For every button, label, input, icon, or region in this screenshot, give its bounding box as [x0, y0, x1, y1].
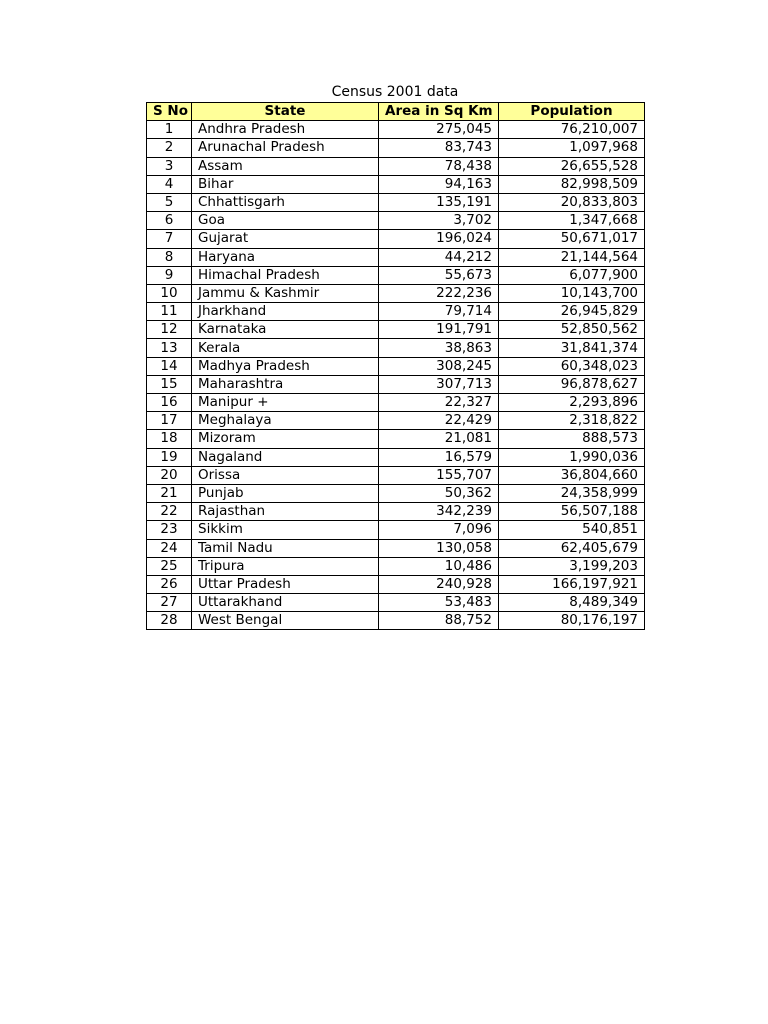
row-state-cell: Orissa — [192, 466, 379, 484]
row-sno-cell: 5 — [147, 193, 192, 211]
table-row — [147, 193, 645, 211]
row-area-cell: 191,791 — [379, 321, 499, 339]
row-population-cell: 8,489,349 — [499, 594, 645, 612]
row-state-cell: West Bengal — [192, 612, 379, 630]
table-row — [147, 375, 645, 393]
row-sno-cell: 20 — [147, 466, 192, 484]
row-sno-cell: 28 — [147, 612, 192, 630]
table-row — [147, 266, 645, 284]
row-area-cell: 38,863 — [379, 339, 499, 357]
row-area-cell: 94,163 — [379, 175, 499, 193]
row-sno-cell: 17 — [147, 412, 192, 430]
table-row — [147, 321, 645, 339]
table-row — [147, 175, 645, 193]
row-population-cell: 21,144,564 — [499, 248, 645, 266]
table-row — [147, 521, 645, 539]
row-population-cell: 540,851 — [499, 521, 645, 539]
row-state-cell: Bihar — [192, 175, 379, 193]
table-row — [147, 157, 645, 175]
row-population-cell: 31,841,374 — [499, 339, 645, 357]
row-population-cell: 20,833,803 — [499, 193, 645, 211]
row-sno-cell: 14 — [147, 357, 192, 375]
row-population-cell: 52,850,562 — [499, 321, 645, 339]
table-header — [147, 103, 645, 121]
table-row — [147, 357, 645, 375]
header-row — [147, 103, 645, 121]
table-row — [147, 575, 645, 593]
table-row — [147, 303, 645, 321]
row-state-cell: Uttar Pradesh — [192, 575, 379, 593]
row-area-cell: 7,096 — [379, 521, 499, 539]
row-state-cell: Tamil Nadu — [192, 539, 379, 557]
table-row — [147, 121, 645, 139]
row-state-cell: Kerala — [192, 339, 379, 357]
table-row — [147, 248, 645, 266]
row-population-cell: 166,197,921 — [499, 575, 645, 593]
table-row — [147, 339, 645, 357]
row-state-cell: Nagaland — [192, 448, 379, 466]
row-sno-cell: 26 — [147, 575, 192, 593]
row-sno-cell: 21 — [147, 484, 192, 502]
row-population-cell: 62,405,679 — [499, 539, 645, 557]
row-sno-cell: 15 — [147, 375, 192, 393]
header-area: Area in Sq Km — [379, 103, 499, 121]
row-area-cell: 342,239 — [379, 503, 499, 521]
table-row — [147, 612, 645, 630]
row-state-cell: Arunachal Pradesh — [192, 139, 379, 157]
table-row — [147, 484, 645, 502]
row-area-cell: 55,673 — [379, 266, 499, 284]
row-sno-cell: 11 — [147, 303, 192, 321]
table-row — [147, 503, 645, 521]
row-population-cell: 1,347,668 — [499, 212, 645, 230]
row-state-cell: Rajasthan — [192, 503, 379, 521]
row-population-cell: 2,318,822 — [499, 412, 645, 430]
row-sno-cell: 9 — [147, 266, 192, 284]
row-area-cell: 53,483 — [379, 594, 499, 612]
row-population-cell: 56,507,188 — [499, 503, 645, 521]
row-state-cell: Goa — [192, 212, 379, 230]
row-sno-cell: 27 — [147, 594, 192, 612]
row-state-cell: Jharkhand — [192, 303, 379, 321]
table-row — [147, 412, 645, 430]
row-state-cell: Himachal Pradesh — [192, 266, 379, 284]
row-state-cell: Meghalaya — [192, 412, 379, 430]
table-row — [147, 430, 645, 448]
row-area-cell: 135,191 — [379, 193, 499, 211]
row-state-cell: Sikkim — [192, 521, 379, 539]
row-state-cell: Gujarat — [192, 230, 379, 248]
row-area-cell: 3,702 — [379, 212, 499, 230]
header-state: State — [192, 103, 379, 121]
row-sno-cell: 3 — [147, 157, 192, 175]
row-sno-cell: 7 — [147, 230, 192, 248]
row-population-cell: 82,998,509 — [499, 175, 645, 193]
row-population-cell: 60,348,023 — [499, 357, 645, 375]
header-sno: S No — [147, 103, 192, 121]
row-area-cell: 79,714 — [379, 303, 499, 321]
row-population-cell: 2,293,896 — [499, 394, 645, 412]
row-sno-cell: 13 — [147, 339, 192, 357]
row-area-cell: 222,236 — [379, 284, 499, 302]
row-population-cell: 1,990,036 — [499, 448, 645, 466]
row-state-cell: Madhya Pradesh — [192, 357, 379, 375]
table-row — [147, 539, 645, 557]
row-area-cell: 44,212 — [379, 248, 499, 266]
table-row — [147, 230, 645, 248]
row-population-cell: 1,097,968 — [499, 139, 645, 157]
table-row — [147, 394, 645, 412]
row-population-cell: 10,143,700 — [499, 284, 645, 302]
row-area-cell: 78,438 — [379, 157, 499, 175]
row-state-cell: Haryana — [192, 248, 379, 266]
row-sno-cell: 2 — [147, 139, 192, 157]
row-population-cell: 6,077,900 — [499, 266, 645, 284]
row-sno-cell: 10 — [147, 284, 192, 302]
row-population-cell: 26,945,829 — [499, 303, 645, 321]
row-state-cell: Karnataka — [192, 321, 379, 339]
row-area-cell: 16,579 — [379, 448, 499, 466]
row-population-cell: 96,878,627 — [499, 375, 645, 393]
row-area-cell: 22,327 — [379, 394, 499, 412]
row-sno-cell: 6 — [147, 212, 192, 230]
row-area-cell: 10,486 — [379, 557, 499, 575]
row-population-cell: 3,199,203 — [499, 557, 645, 575]
row-area-cell: 22,429 — [379, 412, 499, 430]
row-area-cell: 240,928 — [379, 575, 499, 593]
header-population: Population — [499, 103, 645, 121]
row-population-cell: 50,671,017 — [499, 230, 645, 248]
census-table — [146, 102, 645, 630]
table-row — [147, 139, 645, 157]
row-population-cell: 26,655,528 — [499, 157, 645, 175]
row-state-cell: Maharashtra — [192, 375, 379, 393]
row-population-cell: 76,210,007 — [499, 121, 645, 139]
row-area-cell: 88,752 — [379, 612, 499, 630]
row-sno-cell: 22 — [147, 503, 192, 521]
table-row — [147, 557, 645, 575]
row-sno-cell: 4 — [147, 175, 192, 193]
row-sno-cell: 16 — [147, 394, 192, 412]
table-title: Census 2001 data — [331, 84, 459, 100]
row-sno-cell: 24 — [147, 539, 192, 557]
row-population-cell: 888,573 — [499, 430, 645, 448]
table-row — [147, 212, 645, 230]
row-state-cell: Punjab — [192, 484, 379, 502]
row-population-cell: 80,176,197 — [499, 612, 645, 630]
row-state-cell: Uttarakhand — [192, 594, 379, 612]
row-sno-cell: 25 — [147, 557, 192, 575]
row-area-cell: 83,743 — [379, 139, 499, 157]
row-sno-cell: 8 — [147, 248, 192, 266]
row-state-cell: Assam — [192, 157, 379, 175]
row-population-cell: 36,804,660 — [499, 466, 645, 484]
table-row — [147, 284, 645, 302]
row-sno-cell: 12 — [147, 321, 192, 339]
row-state-cell: Mizoram — [192, 430, 379, 448]
row-state-cell: Andhra Pradesh — [192, 121, 379, 139]
table-body — [147, 121, 645, 630]
row-area-cell: 307,713 — [379, 375, 499, 393]
table-row — [147, 466, 645, 484]
row-sno-cell: 19 — [147, 448, 192, 466]
row-population-cell: 24,358,999 — [499, 484, 645, 502]
row-sno-cell: 18 — [147, 430, 192, 448]
row-area-cell: 308,245 — [379, 357, 499, 375]
row-area-cell: 275,045 — [379, 121, 499, 139]
row-area-cell: 196,024 — [379, 230, 499, 248]
row-state-cell: Manipur + — [192, 394, 379, 412]
row-sno-cell: 23 — [147, 521, 192, 539]
row-state-cell: Chhattisgarh — [192, 193, 379, 211]
row-area-cell: 155,707 — [379, 466, 499, 484]
row-state-cell: Jammu & Kashmir — [192, 284, 379, 302]
row-state-cell: Tripura — [192, 557, 379, 575]
row-area-cell: 50,362 — [379, 484, 499, 502]
row-sno-cell: 1 — [147, 121, 192, 139]
row-area-cell: 21,081 — [379, 430, 499, 448]
table-row — [147, 594, 645, 612]
row-area-cell: 130,058 — [379, 539, 499, 557]
table-row — [147, 448, 645, 466]
